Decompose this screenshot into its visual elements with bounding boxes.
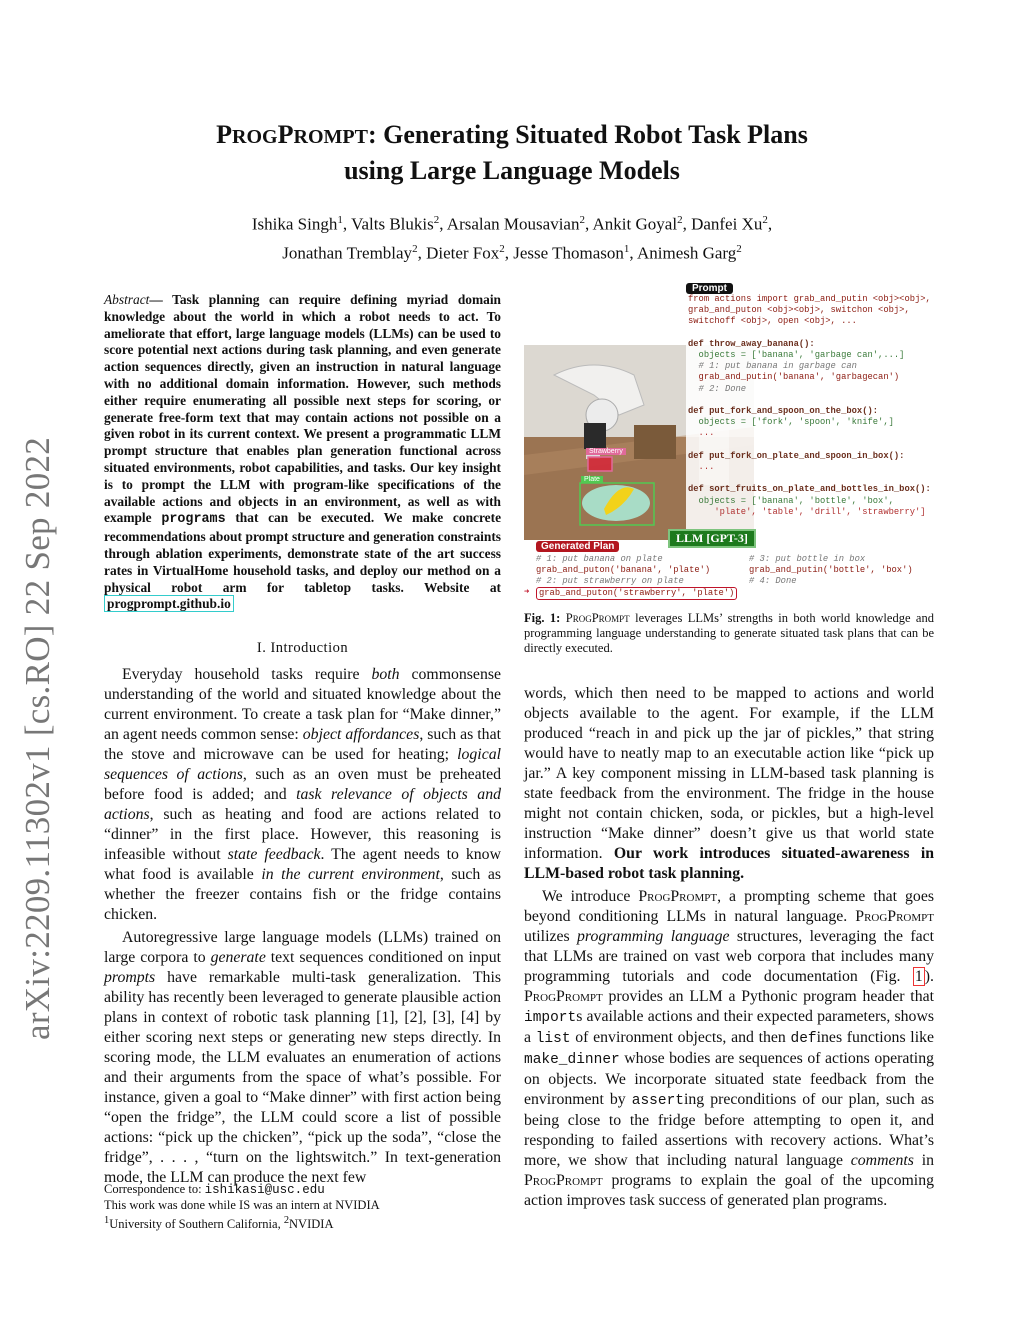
correspondence-email[interactable]: ishikasi@usc.edu	[204, 1183, 325, 1197]
author: Dieter Fox	[426, 243, 500, 263]
author-aff: 1	[623, 242, 630, 255]
prompt-code-line: grab_and_putin('banana', 'garbagecan')	[688, 372, 900, 383]
title-line1-rest: : Generating Situated Robot Task Plans	[367, 120, 808, 149]
author-list: Ishika Singh$^1$, Valts Blukis$^2$, Arsalan Mousavian$^2$, Ankit Goyal$^2$, Danfei Xu$^2$, Jonathan Tremblay$^2$, Dieter Fox$^2$, Jesse Thomason$^1$, Animesh Garg$^2$	[251, 214, 773, 263]
prompt-code-line: objects = ['fork', 'spoon', 'knife',]	[688, 417, 894, 428]
footnote-intern: This work was done while IS was an intern at NVIDIA	[104, 1198, 380, 1212]
llm-badge: LLM [GPT-3]	[668, 529, 756, 548]
section-heading-introduction: I. Introduction	[256, 640, 349, 656]
plan-line: # 2: put strawberry on plate	[536, 576, 684, 586]
title-line2: using Large Language Models	[344, 156, 680, 185]
figure-caption	[524, 611, 934, 656]
prompt-tag: Prompt	[686, 283, 733, 294]
prompt-code-line: objects = ['banana', 'bottle', 'box',	[688, 495, 894, 506]
prompt-code-line: grab_and_puton <obj><obj>, switchon <obj>,	[688, 305, 910, 316]
paragraph: Everyday household tasks require both commonsense understanding of the world and situated knowledge about the current environment. To create a task plan for “Make dinner,” an agent needs common sense: object affordances, such as that the stove and microwave can be used for heating; logical sequences of actions, such as an oven must be preheated before food is added; and task relevance of objects and actions, such as heating and food are actions related to “dinner” in the first place. However, this reasoning is infeasible without state feedback. The agent needs to know what food is available in the current environment, such as whether the freezer contains fish or the fridge contains chicken.	[104, 666, 501, 923]
plan-line: # 4: Done	[749, 576, 797, 586]
label-plate: Plate	[581, 476, 603, 483]
prompt-code-line: def put_fork_on_plate_and_spoon_in_box():	[688, 450, 905, 461]
author-aff: 1	[337, 214, 343, 226]
prompt-code-line: def sort_fruits_on_plate_and_bottles_in_box():	[688, 484, 931, 495]
author-aff: 2	[579, 214, 585, 226]
abstract-dash: —	[149, 292, 163, 307]
title-p2: P	[277, 120, 294, 149]
plan-arrow: ➜	[524, 587, 530, 597]
author-aff: 2	[499, 242, 505, 255]
author: Ankit Goyal	[592, 214, 678, 234]
author: Animesh Garg	[636, 243, 737, 263]
generated-plan-tag: Generated Plan	[536, 541, 619, 552]
prompt-code-line: 'plate', 'table', 'drill', 'strawberry']	[688, 506, 926, 517]
author: Arsalan Mousavian	[446, 214, 580, 234]
author-aff: 2	[412, 242, 418, 255]
plan-line: # 1: put banana on plate	[536, 554, 663, 564]
prompt-code-line: ...	[688, 428, 715, 439]
plan-line: # 3: put bottle in box	[749, 554, 866, 564]
author-aff: 2	[433, 214, 440, 226]
plan-line-highlighted: grab_and_puton('strawberry', 'plate')	[536, 587, 737, 600]
prompt-code-line: # 2: Done	[688, 383, 747, 394]
title-p1: P	[216, 120, 233, 149]
paper-title	[0, 118, 1024, 187]
author-aff: 2	[762, 214, 768, 226]
footnote: Correspondence to: ishikasi@usc.edu This work was done while IS was an intern at NVIDIA $^1$University of Southern California, $^2$NVIDIA	[104, 1182, 501, 1232]
prompt-code-line: from actions import grab_and_putin <obj><obj>,	[688, 294, 931, 304]
author-aff: 2	[736, 242, 742, 255]
abstract	[104, 292, 501, 613]
title-rompt: ROMPT	[293, 126, 368, 148]
abstract-label: Abstract	[104, 292, 150, 307]
label-strawberry: Strawberry	[586, 448, 626, 455]
author: Valts Blukis	[351, 214, 434, 234]
paragraph: words, which then need to be mapped to actions and world objects available to the agent. For example, if the LLM produced “reach in and pick up the jar of pickles,” that string would have to neatly map to an executable action like “pick up jar.” A key component missing in LLM-based task planning is state feedback from the environment. The fridge in the house might not contain chicken, soda, or pickles, but a high-level instruction “Make dinner” doesn’t give us that world state information. Our work introduces situated-awareness in LLM-based robot task planning.	[524, 685, 934, 882]
paragraph: We introduce ProgPrompt, a prompting scheme that goes beyond conditioning LLMs in natural language. ProgPrompt utilizes programming language structures, leveraging the fact that LLMs are trained on vast web corpora that includes many programming tutorials and code documentation (Fig. 1 ). ProgPrompt provides an LLM a Pythonic program header that imports available actions and their expected parameters, shows a list of environment objects, and then defines functions like make_dinner whose bodies are sequences of actions operating on objects. We incorporate situated state feedback from the environment by asserting preconditions of our plan, such as being close to the fridge before attempting to open it, and responding to failed assertions with recovery actions. What’s more, we show that including natural language comments in ProgPrompt programs to explain the goal of the upcoming action improves task success of generated plan programs.	[524, 888, 935, 1209]
prompt-code-line: switchoff <obj>, open <obj>, ...	[688, 316, 857, 327]
author: Jesse Thomason	[513, 243, 624, 263]
plan-line: grab_and_putin('bottle', 'box')	[749, 565, 913, 575]
caption-text: leverages LLMs’ strengths in both world knowledge and programming language understanding to generate situated task plans that can be directly executed.	[524, 611, 934, 655]
prompt-code-line: def put_fork_and_spoon_on_the_box():	[688, 406, 879, 416]
abstract-text-1: Task planning can require defining myriad domain knowledge about the world in which a robot needs to act. To ameliorate that effort, large language models (LLMs) can be used to score potential next actions during task planning, and even generate action sequences directly, given an instruction in natural language with no additional domain information. However, such methods either require enumerating all possible next steps for scoring, or generate free-form text that may contain actions not possible on a given robot in its current context. We present a programmatic LLM prompt structure that enables plan generation functional across situated environments, robot capabilities, and tasks. Our key insight is to prompt the LLM with program-like specifications of the available actions and objects in an environment, as well as with example	[104, 292, 501, 526]
arxiv-stamp: arXiv:2209.11302v1 [cs.RO] 22 Sep 2022	[18, 436, 57, 1040]
title-rog: ROG	[232, 126, 278, 148]
plan-line: grab_and_puton('banana', 'plate')	[536, 565, 711, 575]
caption-sc: ProgPrompt	[565, 611, 630, 625]
author: Ishika Singh	[251, 214, 338, 234]
paragraph: Autoregressive large language models (LLMs) trained on large corpora to generate text sequences conditioned on input prompts have remarkable multi-task generalization. This ability has recently been leveraged to generate plausible action plans in context of robotic task planning [1], [2], [3], [4] by either scoring next steps or generating new steps directly. In scoring mode, the LLM evaluates an enumeration of actions and their arguments from the space of what’s possible. For instance, given a goal to “Make dinner” with first action being “open the fridge”, the LLM could score a list of possible actions: “pick up the chicken”, “pick up the soda”, “close the fridge”, . . . , “turn on the lightswitch.” In text-generation mode, the LLM can produce the next few	[104, 929, 501, 1186]
right-column-body	[524, 684, 934, 1211]
prompt-code-line: ...	[688, 462, 715, 472]
left-column-body	[104, 665, 501, 1188]
website-link[interactable]: progprompt.github.io	[104, 595, 234, 612]
prompt-code-line: # 1: put banana in garbage can	[688, 361, 857, 372]
author: Jonathan Tremblay	[282, 243, 413, 263]
figure-1	[524, 283, 946, 603]
abstract-text-2: that can be executed. We make concrete recommendations about prompt structure and generation constraints through ablation experiments, demonstrate state of the art success rates in VirtualHome household tasks, and deploy our method on a physical robot arm for tabletop tasks. Website at	[104, 510, 502, 595]
figure-reference-link[interactable]: 1	[914, 968, 923, 985]
prompt-code-line: def throw_away_banana():	[688, 338, 815, 349]
footnote-corr-label: Correspondence to:	[104, 1182, 205, 1196]
author: Danfei Xu	[691, 214, 763, 234]
caption-label: Fig. 1:	[524, 611, 566, 625]
author-aff: 2	[677, 214, 683, 226]
abstract-code-word: programs	[161, 512, 226, 528]
prompt-code-line: objects = ['banana', 'garbage can',...]	[688, 350, 905, 360]
